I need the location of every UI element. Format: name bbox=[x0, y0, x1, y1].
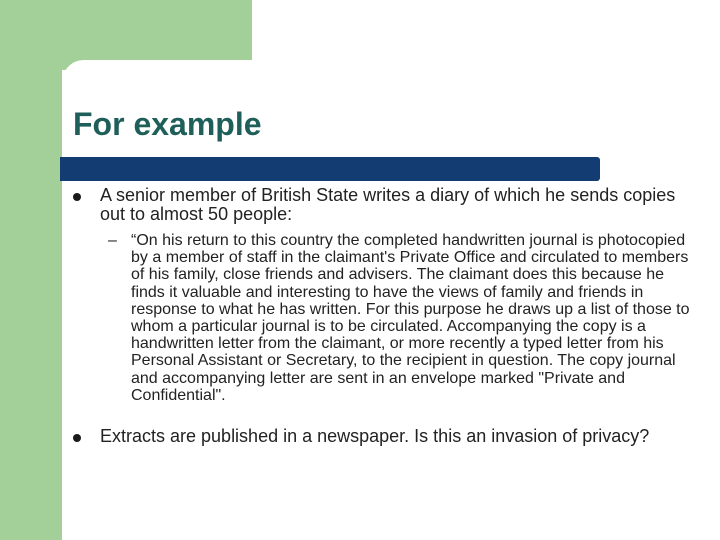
bullet-marker bbox=[73, 193, 81, 201]
sub-bullet-quote: “On his return to this country the completed handwritten journal is photocopied by a member of staff in the claimant's Private Office and circulated to members of his family, close friends and advisers. The claimant does this because he finds it valuable and interesting to have the views of family and friends in response to what he has written. For this purpose he draws up a list of those to whom a particular journal is to be circulated. Accompanying the copy is a handwritten letter from the claimant, or more recently a typed letter from his Personal Assistant or Secretary, to the recipient in question. The copy journal and accompanying letter are sent in an envelope marked "Private and Confidential". bbox=[131, 232, 690, 404]
sub-bullet-marker: – bbox=[108, 232, 117, 249]
background-accent-left bbox=[0, 0, 62, 540]
bullet-2-text: Extracts are published in a newspaper. Is this an invasion of privacy? bbox=[100, 426, 650, 446]
bullet-1-text: A senior member of British State writes a diary of which he sends copies out to almost 50 people: bbox=[100, 185, 676, 224]
slide-title: For example bbox=[73, 106, 262, 142]
title-underline-bar bbox=[60, 157, 600, 181]
bullet-marker bbox=[73, 434, 81, 442]
